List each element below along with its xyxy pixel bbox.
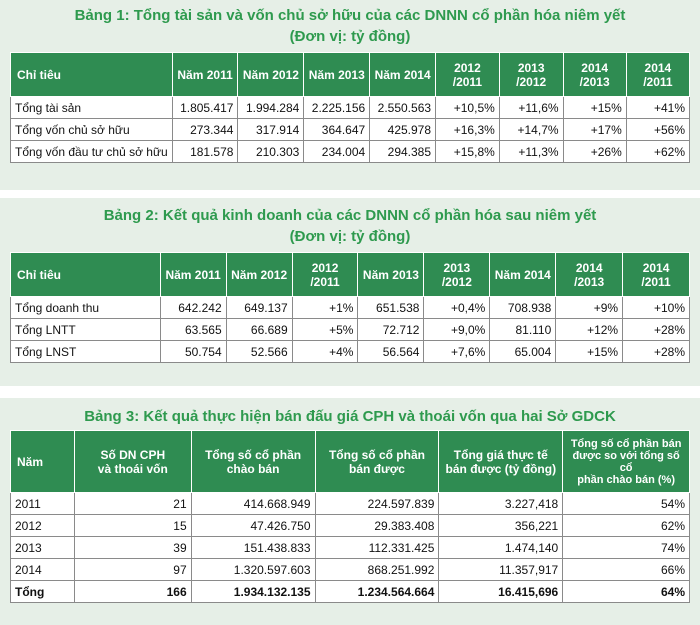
table-cell: 151.438.833 bbox=[191, 537, 315, 559]
table2-header: Năm 2014 bbox=[490, 253, 556, 297]
table-cell: 97 bbox=[74, 559, 191, 581]
table2-header: 2013 /2012 bbox=[424, 253, 490, 297]
table1-header: 2012 /2011 bbox=[436, 53, 500, 97]
table-cell: +15% bbox=[556, 341, 623, 363]
table3-panel bbox=[0, 398, 700, 625]
table-cell: +15,8% bbox=[436, 141, 500, 163]
table3-header-row bbox=[11, 431, 690, 493]
table-cell: +14,7% bbox=[499, 119, 563, 141]
table3-header: Năm bbox=[11, 431, 75, 493]
table-cell: 649.137 bbox=[226, 297, 292, 319]
table1-header: Năm 2012 bbox=[238, 53, 304, 97]
table-cell: 63.565 bbox=[160, 319, 226, 341]
table-cell: +7,6% bbox=[424, 341, 490, 363]
table2-header: 2014 /2013 bbox=[556, 253, 623, 297]
table3-header: Tổng giá thực tế bán được (tỷ đồng) bbox=[439, 431, 563, 493]
table2-header: Năm 2012 bbox=[226, 253, 292, 297]
table-cell: 74% bbox=[563, 537, 690, 559]
table-cell: +17% bbox=[563, 119, 626, 141]
table1 bbox=[10, 52, 690, 163]
table-cell: +28% bbox=[623, 341, 690, 363]
row-label: Tổng tài sản bbox=[11, 97, 173, 119]
table-cell: 72.712 bbox=[358, 319, 424, 341]
table-cell: 1.320.597.603 bbox=[191, 559, 315, 581]
table-cell: +10,5% bbox=[436, 97, 500, 119]
table2-header: Năm 2011 bbox=[160, 253, 226, 297]
table-cell: 64% bbox=[563, 581, 690, 603]
table-cell: +9% bbox=[556, 297, 623, 319]
table-cell: 47.426.750 bbox=[191, 515, 315, 537]
table1-header: Năm 2014 bbox=[370, 53, 436, 97]
table-cell: 224.597.839 bbox=[315, 493, 439, 515]
table-cell: 21 bbox=[74, 493, 191, 515]
table-row bbox=[11, 119, 690, 141]
table-cell: +28% bbox=[623, 319, 690, 341]
row-label: 2014 bbox=[11, 559, 75, 581]
table-cell: +9,0% bbox=[424, 319, 490, 341]
table2-header-row bbox=[11, 253, 690, 297]
row-label: Tổng vốn chủ sở hữu bbox=[11, 119, 173, 141]
table3-header: Tổng số cổ phần bán được so với tổng số cổ phần chào bán (%) bbox=[563, 431, 690, 493]
table1-title: Bảng 1: Tổng tài sản và vốn chủ sở hữu của các DNNN cổ phần hóa niêm yết bbox=[74, 7, 626, 24]
table-cell: 166 bbox=[74, 581, 191, 603]
row-label: Tổng LNST bbox=[11, 341, 161, 363]
table3-header: Tổng số cổ phần chào bán bbox=[191, 431, 315, 493]
table-cell: +1% bbox=[292, 297, 358, 319]
table-cell: 29.383.408 bbox=[315, 515, 439, 537]
table-cell: +11,6% bbox=[499, 97, 563, 119]
table-cell: +26% bbox=[563, 141, 626, 163]
table-row bbox=[11, 559, 690, 581]
table-cell: 39 bbox=[74, 537, 191, 559]
table2-header: Chỉ tiêu bbox=[11, 253, 161, 297]
table-cell: 16.415,696 bbox=[439, 581, 563, 603]
table-cell: 3.227,418 bbox=[439, 493, 563, 515]
row-label: Tổng bbox=[11, 581, 75, 603]
table2-title: Bảng 2: Kết quả kinh doanh của các DNNN cổ phần hóa sau niêm yết bbox=[103, 207, 597, 224]
table-cell: 66% bbox=[563, 559, 690, 581]
table1-panel bbox=[0, 0, 700, 190]
table-cell: 364.647 bbox=[304, 119, 370, 141]
row-label: Tổng vốn đầu tư chủ sở hữu bbox=[11, 141, 173, 163]
table-cell: 11.357,917 bbox=[439, 559, 563, 581]
table-cell: +41% bbox=[626, 97, 689, 119]
table2 bbox=[10, 252, 690, 363]
table3-title: Bảng 3: Kết quả thực hiện bán đấu giá CPH và thoái vốn qua hai Sở GDCK bbox=[84, 408, 616, 425]
table-cell: 642.242 bbox=[160, 297, 226, 319]
table-cell: 2.550.563 bbox=[370, 97, 436, 119]
row-label: Tổng doanh thu bbox=[11, 297, 161, 319]
table-row bbox=[11, 297, 690, 319]
row-label: Tổng LNTT bbox=[11, 319, 161, 341]
table-cell: 81.110 bbox=[490, 319, 556, 341]
table-row bbox=[11, 141, 690, 163]
table-cell: 65.004 bbox=[490, 341, 556, 363]
table-cell: 1.805.417 bbox=[172, 97, 238, 119]
table1-header: Chỉ tiêu bbox=[11, 53, 173, 97]
table-cell: 181.578 bbox=[172, 141, 238, 163]
table-cell: +4% bbox=[292, 341, 358, 363]
table-cell: 425.978 bbox=[370, 119, 436, 141]
table-cell: +5% bbox=[292, 319, 358, 341]
table-cell: 50.754 bbox=[160, 341, 226, 363]
table-cell: 294.385 bbox=[370, 141, 436, 163]
table1-header: 2014 /2013 bbox=[563, 53, 626, 97]
table1-header: Năm 2013 bbox=[304, 53, 370, 97]
row-label: 2011 bbox=[11, 493, 75, 515]
table-cell: 54% bbox=[563, 493, 690, 515]
table-cell: 56.564 bbox=[358, 341, 424, 363]
table-cell: 1.934.132.135 bbox=[191, 581, 315, 603]
table2-header: 2012 /2011 bbox=[292, 253, 358, 297]
table-cell: 15 bbox=[74, 515, 191, 537]
table-cell: 210.303 bbox=[238, 141, 304, 163]
table-cell: 2.225.156 bbox=[304, 97, 370, 119]
table-cell: +15% bbox=[563, 97, 626, 119]
table-cell: 708.938 bbox=[490, 297, 556, 319]
table-cell: +0,4% bbox=[424, 297, 490, 319]
table-cell: +56% bbox=[626, 119, 689, 141]
table-cell: 1.234.564.664 bbox=[315, 581, 439, 603]
table-cell: 112.331.425 bbox=[315, 537, 439, 559]
table-cell: 66.689 bbox=[226, 319, 292, 341]
table-cell: +11,3% bbox=[499, 141, 563, 163]
table2-header: Năm 2013 bbox=[358, 253, 424, 297]
row-label: 2012 bbox=[11, 515, 75, 537]
table1-unit: (Đơn vị: tỷ đồng) bbox=[289, 28, 411, 45]
table-cell: 356,221 bbox=[439, 515, 563, 537]
table-cell: 414.668.949 bbox=[191, 493, 315, 515]
table2-header: 2014 /2011 bbox=[623, 253, 690, 297]
table-cell: 52.566 bbox=[226, 341, 292, 363]
table-row bbox=[11, 319, 690, 341]
table-cell: 1.474,140 bbox=[439, 537, 563, 559]
table2-unit: (Đơn vị: tỷ đồng) bbox=[289, 228, 411, 245]
table-row bbox=[11, 515, 690, 537]
table-row bbox=[11, 493, 690, 515]
table2-panel bbox=[0, 198, 700, 386]
table-cell: 62% bbox=[563, 515, 690, 537]
table1-header: 2014 /2011 bbox=[626, 53, 689, 97]
table-cell: 273.344 bbox=[172, 119, 238, 141]
table3-header: Tổng số cổ phần bán được bbox=[315, 431, 439, 493]
table3-header: Số DN CPH và thoái vốn bbox=[74, 431, 191, 493]
table-cell: +10% bbox=[623, 297, 690, 319]
table1-header: Năm 2011 bbox=[172, 53, 238, 97]
table1-header: 2013 /2012 bbox=[499, 53, 563, 97]
total-row bbox=[11, 581, 690, 603]
table-cell: +16,3% bbox=[436, 119, 500, 141]
table-row bbox=[11, 341, 690, 363]
table-cell: 1.994.284 bbox=[238, 97, 304, 119]
table-cell: +62% bbox=[626, 141, 689, 163]
table-cell: 651.538 bbox=[358, 297, 424, 319]
table-row bbox=[11, 97, 690, 119]
table-cell: 868.251.992 bbox=[315, 559, 439, 581]
table-cell: 317.914 bbox=[238, 119, 304, 141]
table-row bbox=[11, 537, 690, 559]
row-label: 2013 bbox=[11, 537, 75, 559]
table-cell: +12% bbox=[556, 319, 623, 341]
table1-header-row bbox=[11, 53, 690, 97]
table-cell: 234.004 bbox=[304, 141, 370, 163]
table3 bbox=[10, 430, 690, 603]
